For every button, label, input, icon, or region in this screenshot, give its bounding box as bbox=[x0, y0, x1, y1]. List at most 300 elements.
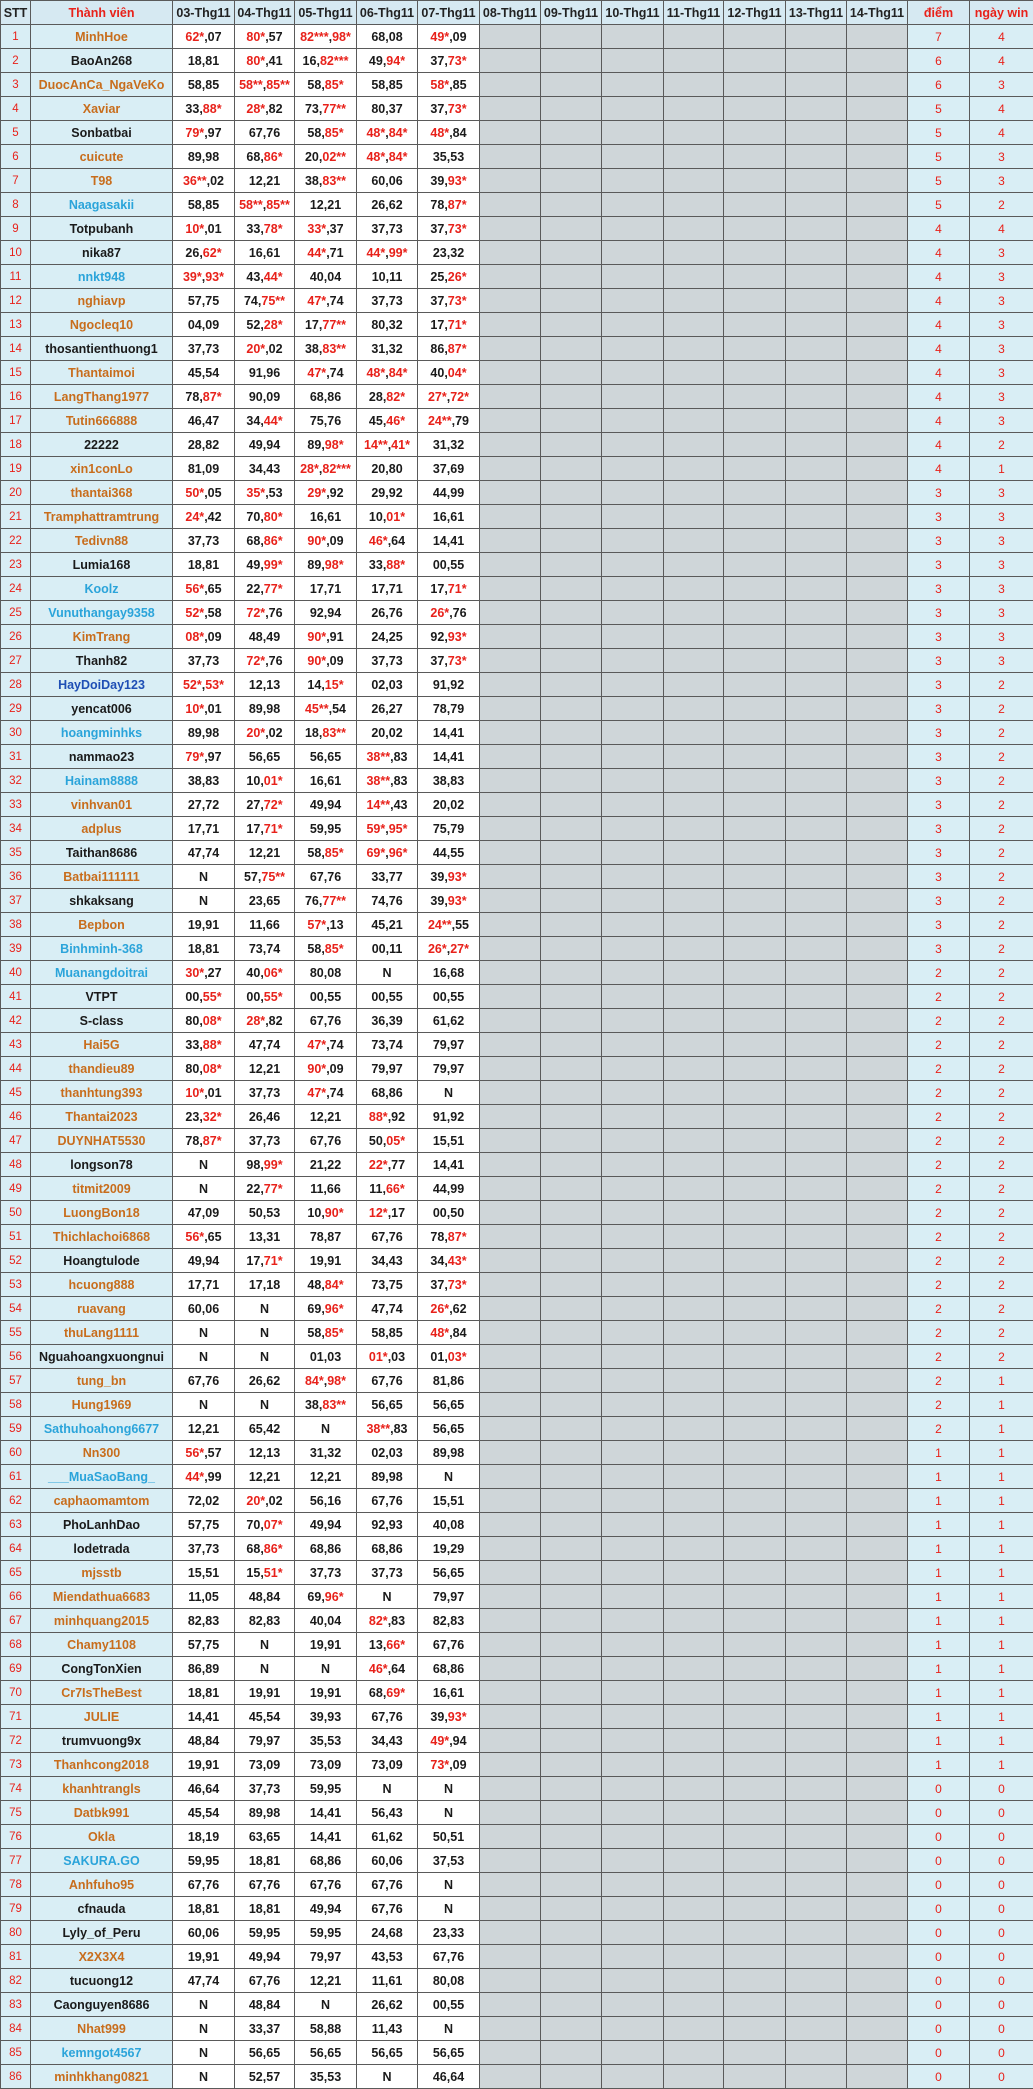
empty-cell bbox=[664, 1153, 724, 1177]
win-days-cell: 0 bbox=[970, 1969, 1033, 1993]
table-row bbox=[1, 1057, 1033, 1081]
day-value: 58**,85** bbox=[235, 193, 295, 217]
empty-cell bbox=[541, 289, 602, 313]
win-days-header: ngày win bbox=[970, 1, 1033, 25]
day-value: 28*,82*** bbox=[295, 457, 357, 481]
empty-cell bbox=[480, 97, 541, 121]
row-number: 19 bbox=[1, 457, 31, 481]
win-days-cell: 1 bbox=[970, 1681, 1033, 1705]
table-row bbox=[1, 2065, 1033, 2089]
win-days-cell: 2 bbox=[970, 745, 1033, 769]
empty-cell bbox=[480, 1297, 541, 1321]
empty-cell bbox=[664, 409, 724, 433]
empty-cell bbox=[724, 1297, 786, 1321]
day-value: 00,11 bbox=[357, 937, 418, 961]
points-cell: 4 bbox=[908, 361, 970, 385]
day-value: 10*,01 bbox=[173, 697, 235, 721]
day-value: 14,15* bbox=[295, 673, 357, 697]
empty-cell bbox=[602, 241, 664, 265]
win-days-cell: 0 bbox=[970, 1897, 1033, 1921]
empty-cell bbox=[786, 2065, 847, 2089]
member-name: Tedivn88 bbox=[31, 529, 173, 553]
empty-cell bbox=[602, 1777, 664, 1801]
empty-cell bbox=[847, 1825, 908, 1849]
empty-cell bbox=[724, 2017, 786, 2041]
row-number: 37 bbox=[1, 889, 31, 913]
member-name: Caonguyen8686 bbox=[31, 1993, 173, 2017]
points-cell: 4 bbox=[908, 385, 970, 409]
day-value: 58,85 bbox=[357, 1321, 418, 1345]
empty-cell bbox=[786, 697, 847, 721]
day-value: 37,73 bbox=[357, 217, 418, 241]
day-value: 39*,93* bbox=[173, 265, 235, 289]
empty-cell bbox=[664, 1993, 724, 2017]
empty-cell bbox=[664, 193, 724, 217]
points-cell: 2 bbox=[908, 1105, 970, 1129]
empty-cell bbox=[724, 1921, 786, 1945]
empty-cell bbox=[602, 1561, 664, 1585]
empty-cell bbox=[724, 889, 786, 913]
day-value: 27,72* bbox=[235, 793, 295, 817]
empty-cell bbox=[602, 25, 664, 49]
day-value: N bbox=[357, 961, 418, 985]
empty-cell bbox=[480, 1969, 541, 1993]
day-value: 00,55 bbox=[418, 985, 480, 1009]
empty-cell bbox=[724, 49, 786, 73]
empty-cell bbox=[724, 1129, 786, 1153]
day-value: 14,41 bbox=[418, 1153, 480, 1177]
table-row bbox=[1, 25, 1033, 49]
empty-cell bbox=[847, 937, 908, 961]
member-name: Tutin666888 bbox=[31, 409, 173, 433]
empty-cell bbox=[847, 529, 908, 553]
day-value: 81,86 bbox=[418, 1369, 480, 1393]
empty-cell bbox=[724, 961, 786, 985]
day-value: 92,93 bbox=[357, 1513, 418, 1537]
day-value: N bbox=[173, 1321, 235, 1345]
empty-cell bbox=[541, 1321, 602, 1345]
day-value: 27,72 bbox=[173, 793, 235, 817]
empty-cell bbox=[664, 1441, 724, 1465]
day-value: 76,77** bbox=[295, 889, 357, 913]
day-value: 24*,42 bbox=[173, 505, 235, 529]
empty-cell bbox=[724, 721, 786, 745]
member-name: Nn300 bbox=[31, 1441, 173, 1465]
member-name: nnkt948 bbox=[31, 265, 173, 289]
empty-cell bbox=[480, 1537, 541, 1561]
empty-cell bbox=[724, 241, 786, 265]
win-days-cell: 2 bbox=[970, 1321, 1033, 1345]
day-value: 19,91 bbox=[295, 1249, 357, 1273]
day-value: 40,04* bbox=[418, 361, 480, 385]
empty-cell bbox=[847, 1609, 908, 1633]
win-days-cell: 1 bbox=[970, 1369, 1033, 1393]
day-value: 17,71* bbox=[235, 817, 295, 841]
day-value: 63,65 bbox=[235, 1825, 295, 1849]
day-value: 14**,43 bbox=[357, 793, 418, 817]
member-name: titmit2009 bbox=[31, 1177, 173, 1201]
points-cell: 3 bbox=[908, 481, 970, 505]
day-value: 44,55 bbox=[418, 841, 480, 865]
day-value: 80,08* bbox=[173, 1057, 235, 1081]
day-value: 14**,41* bbox=[357, 433, 418, 457]
empty-cell bbox=[847, 1345, 908, 1369]
empty-cell bbox=[541, 121, 602, 145]
day-value: 82*,83 bbox=[357, 1609, 418, 1633]
day-value: 56,43 bbox=[357, 1801, 418, 1825]
empty-cell bbox=[541, 1585, 602, 1609]
empty-cell bbox=[541, 1849, 602, 1873]
win-days-cell: 4 bbox=[970, 217, 1033, 241]
empty-cell bbox=[480, 265, 541, 289]
empty-cell bbox=[847, 1657, 908, 1681]
day-value: 38**,83 bbox=[357, 1417, 418, 1441]
row-number: 69 bbox=[1, 1657, 31, 1681]
day-value: N bbox=[235, 1633, 295, 1657]
empty-cell bbox=[847, 1009, 908, 1033]
empty-cell bbox=[602, 193, 664, 217]
day-value: 12,21 bbox=[173, 1417, 235, 1441]
empty-cell bbox=[541, 1825, 602, 1849]
day-value: 58,85* bbox=[295, 121, 357, 145]
day-value: 58,85* bbox=[295, 1321, 357, 1345]
empty-cell bbox=[786, 193, 847, 217]
empty-cell bbox=[724, 1105, 786, 1129]
day-value: 01,03 bbox=[295, 1345, 357, 1369]
day-value: 26,62* bbox=[173, 241, 235, 265]
win-days-cell: 1 bbox=[970, 1585, 1033, 1609]
row-number: 24 bbox=[1, 577, 31, 601]
empty-cell bbox=[480, 1225, 541, 1249]
empty-cell bbox=[480, 1849, 541, 1873]
member-name: Taithan8686 bbox=[31, 841, 173, 865]
empty-cell bbox=[847, 1537, 908, 1561]
table-row bbox=[1, 1489, 1033, 1513]
empty-cell bbox=[664, 1489, 724, 1513]
empty-cell bbox=[786, 1849, 847, 1873]
row-number: 2 bbox=[1, 49, 31, 73]
empty-cell bbox=[480, 1681, 541, 1705]
member-name: Miendathua6683 bbox=[31, 1585, 173, 1609]
empty-cell bbox=[847, 985, 908, 1009]
empty-cell bbox=[664, 793, 724, 817]
member-name: cuicute bbox=[31, 145, 173, 169]
day-header: 10-Thg11 bbox=[602, 1, 664, 25]
day-value: 17,71 bbox=[173, 1273, 235, 1297]
empty-cell bbox=[786, 577, 847, 601]
empty-cell bbox=[724, 289, 786, 313]
empty-cell bbox=[664, 1705, 724, 1729]
empty-cell bbox=[786, 73, 847, 97]
day-value: 45**,54 bbox=[295, 697, 357, 721]
day-value: 26*,27* bbox=[418, 937, 480, 961]
day-value: 56,65 bbox=[418, 1417, 480, 1441]
empty-cell bbox=[541, 49, 602, 73]
table-row bbox=[1, 1105, 1033, 1129]
day-value: 17,71 bbox=[173, 817, 235, 841]
member-name: trumvuong9x bbox=[31, 1729, 173, 1753]
empty-cell bbox=[786, 145, 847, 169]
empty-cell bbox=[602, 313, 664, 337]
table-row bbox=[1, 1969, 1033, 1993]
row-number: 1 bbox=[1, 25, 31, 49]
win-days-cell: 2 bbox=[970, 865, 1033, 889]
empty-cell bbox=[602, 1921, 664, 1945]
empty-cell bbox=[541, 697, 602, 721]
points-cell: 2 bbox=[908, 1321, 970, 1345]
empty-cell bbox=[847, 553, 908, 577]
empty-cell bbox=[786, 529, 847, 553]
empty-cell bbox=[786, 1033, 847, 1057]
day-value: 00,55* bbox=[173, 985, 235, 1009]
day-value: 10,01* bbox=[357, 505, 418, 529]
empty-cell bbox=[602, 889, 664, 913]
day-value: 18,81 bbox=[235, 1897, 295, 1921]
empty-cell bbox=[847, 1201, 908, 1225]
empty-cell bbox=[847, 961, 908, 985]
day-value: 56,16 bbox=[295, 1489, 357, 1513]
member-name: PhoLanhDao bbox=[31, 1513, 173, 1537]
empty-cell bbox=[602, 1369, 664, 1393]
empty-cell bbox=[724, 769, 786, 793]
day-value: 57,75 bbox=[173, 1513, 235, 1537]
empty-cell bbox=[664, 1033, 724, 1057]
empty-cell bbox=[724, 265, 786, 289]
day-value: 60,06 bbox=[173, 1921, 235, 1945]
day-value: 79,97 bbox=[418, 1585, 480, 1609]
points-cell: 0 bbox=[908, 1897, 970, 1921]
empty-cell bbox=[786, 1633, 847, 1657]
member-name: minhquang2015 bbox=[31, 1609, 173, 1633]
day-value: 80,08* bbox=[173, 1009, 235, 1033]
member-name: nika87 bbox=[31, 241, 173, 265]
table-row bbox=[1, 1129, 1033, 1153]
member-name: Hung1969 bbox=[31, 1393, 173, 1417]
win-days-cell: 2 bbox=[970, 673, 1033, 697]
day-value: 56,65 bbox=[418, 2041, 480, 2065]
empty-cell bbox=[847, 1681, 908, 1705]
row-number: 10 bbox=[1, 241, 31, 265]
empty-cell bbox=[786, 1681, 847, 1705]
empty-cell bbox=[541, 1561, 602, 1585]
points-cell: 6 bbox=[908, 73, 970, 97]
empty-cell bbox=[480, 1657, 541, 1681]
member-name: CongTonXien bbox=[31, 1657, 173, 1681]
empty-cell bbox=[847, 1585, 908, 1609]
day-value: N bbox=[173, 1153, 235, 1177]
day-value: 68,86 bbox=[295, 1537, 357, 1561]
empty-cell bbox=[541, 985, 602, 1009]
win-days-cell: 3 bbox=[970, 73, 1033, 97]
empty-cell bbox=[724, 1825, 786, 1849]
row-number: 72 bbox=[1, 1729, 31, 1753]
win-days-cell: 2 bbox=[970, 937, 1033, 961]
points-cell: 4 bbox=[908, 409, 970, 433]
member-name: LuongBon18 bbox=[31, 1201, 173, 1225]
win-days-cell: 3 bbox=[970, 601, 1033, 625]
empty-cell bbox=[480, 1585, 541, 1609]
empty-cell bbox=[786, 961, 847, 985]
empty-cell bbox=[847, 481, 908, 505]
points-cell: 2 bbox=[908, 1297, 970, 1321]
win-days-cell: 3 bbox=[970, 553, 1033, 577]
table-row bbox=[1, 1801, 1033, 1825]
day-value: 67,76 bbox=[357, 1897, 418, 1921]
empty-cell bbox=[541, 1945, 602, 1969]
stt-header: STT bbox=[1, 1, 31, 25]
win-days-cell: 2 bbox=[970, 1249, 1033, 1273]
empty-cell bbox=[724, 1249, 786, 1273]
empty-cell bbox=[480, 673, 541, 697]
points-cell: 7 bbox=[908, 25, 970, 49]
empty-cell bbox=[786, 1345, 847, 1369]
day-value: 49*,09 bbox=[418, 25, 480, 49]
member-name: Koolz bbox=[31, 577, 173, 601]
empty-cell bbox=[664, 961, 724, 985]
empty-cell bbox=[664, 433, 724, 457]
empty-cell bbox=[602, 1729, 664, 1753]
row-number: 71 bbox=[1, 1705, 31, 1729]
day-value: 20,02 bbox=[418, 793, 480, 817]
empty-cell bbox=[541, 481, 602, 505]
empty-cell bbox=[541, 1993, 602, 2017]
member-name: lodetrada bbox=[31, 1537, 173, 1561]
day-value: 75,79 bbox=[418, 817, 480, 841]
points-cell: 3 bbox=[908, 817, 970, 841]
day-value: 12,21 bbox=[295, 1105, 357, 1129]
row-number: 4 bbox=[1, 97, 31, 121]
empty-cell bbox=[664, 505, 724, 529]
row-number: 16 bbox=[1, 385, 31, 409]
empty-cell bbox=[541, 913, 602, 937]
points-cell: 1 bbox=[908, 1561, 970, 1585]
day-value: 37,73 bbox=[173, 529, 235, 553]
win-days-cell: 1 bbox=[970, 1393, 1033, 1417]
day-value: 45,54 bbox=[173, 1801, 235, 1825]
empty-cell bbox=[602, 817, 664, 841]
win-days-cell: 2 bbox=[970, 769, 1033, 793]
empty-cell bbox=[847, 2017, 908, 2041]
day-value: 20,02 bbox=[357, 721, 418, 745]
points-cell: 3 bbox=[908, 529, 970, 553]
member-name: DuocAnCa_NgaVeKo bbox=[31, 73, 173, 97]
row-number: 45 bbox=[1, 1081, 31, 1105]
table-row bbox=[1, 193, 1033, 217]
points-cell: 1 bbox=[908, 1705, 970, 1729]
member-name: 22222 bbox=[31, 433, 173, 457]
member-name: KimTrang bbox=[31, 625, 173, 649]
empty-cell bbox=[602, 1873, 664, 1897]
member-name: Okla bbox=[31, 1825, 173, 1849]
day-value: 18,81 bbox=[173, 49, 235, 73]
points-cell: 0 bbox=[908, 1945, 970, 1969]
win-days-cell: 1 bbox=[970, 1537, 1033, 1561]
empty-cell bbox=[480, 625, 541, 649]
day-value: 72*,76 bbox=[235, 649, 295, 673]
day-value: 89,98 bbox=[235, 1801, 295, 1825]
empty-cell bbox=[847, 25, 908, 49]
empty-cell bbox=[541, 1393, 602, 1417]
day-value: 22*,77 bbox=[357, 1153, 418, 1177]
row-number: 54 bbox=[1, 1297, 31, 1321]
empty-cell bbox=[847, 1177, 908, 1201]
points-cell: 2 bbox=[908, 1033, 970, 1057]
empty-cell bbox=[480, 409, 541, 433]
points-cell: 0 bbox=[908, 1825, 970, 1849]
row-number: 3 bbox=[1, 73, 31, 97]
day-value: 72*,76 bbox=[235, 601, 295, 625]
empty-cell bbox=[786, 1321, 847, 1345]
row-number: 33 bbox=[1, 793, 31, 817]
empty-cell bbox=[847, 793, 908, 817]
empty-cell bbox=[786, 1369, 847, 1393]
member-name: Hai5G bbox=[31, 1033, 173, 1057]
empty-cell bbox=[602, 1969, 664, 1993]
points-cell: 3 bbox=[908, 697, 970, 721]
row-number: 79 bbox=[1, 1897, 31, 1921]
empty-cell bbox=[602, 1993, 664, 2017]
empty-cell bbox=[541, 2065, 602, 2089]
day-value: 73,74 bbox=[235, 937, 295, 961]
table-row bbox=[1, 505, 1033, 529]
day-value: 52,57 bbox=[235, 2065, 295, 2089]
table-row bbox=[1, 793, 1033, 817]
empty-cell bbox=[602, 505, 664, 529]
row-number: 6 bbox=[1, 145, 31, 169]
empty-cell bbox=[664, 1369, 724, 1393]
empty-cell bbox=[724, 1993, 786, 2017]
empty-cell bbox=[664, 1681, 724, 1705]
day-value: 57*,13 bbox=[295, 913, 357, 937]
day-value: 56,65 bbox=[295, 2041, 357, 2065]
empty-cell bbox=[664, 1129, 724, 1153]
day-value: 02,03 bbox=[357, 673, 418, 697]
empty-cell bbox=[480, 2065, 541, 2089]
empty-cell bbox=[664, 289, 724, 313]
day-value: 45,54 bbox=[235, 1705, 295, 1729]
day-value: 33,88* bbox=[173, 1033, 235, 1057]
empty-cell bbox=[602, 73, 664, 97]
empty-cell bbox=[847, 1081, 908, 1105]
win-days-cell: 4 bbox=[970, 49, 1033, 73]
day-value: 73,77** bbox=[295, 97, 357, 121]
day-value: 56*,65 bbox=[173, 1225, 235, 1249]
empty-cell bbox=[602, 385, 664, 409]
empty-cell bbox=[602, 1849, 664, 1873]
table-row bbox=[1, 673, 1033, 697]
day-value: 60,06 bbox=[357, 169, 418, 193]
empty-cell bbox=[602, 217, 664, 241]
empty-cell bbox=[480, 865, 541, 889]
empty-cell bbox=[847, 337, 908, 361]
member-name: Batbai111111 bbox=[31, 865, 173, 889]
member-name: X2X3X4 bbox=[31, 1945, 173, 1969]
day-value: 58,85* bbox=[295, 841, 357, 865]
day-value: 26,62 bbox=[235, 1369, 295, 1393]
empty-cell bbox=[602, 625, 664, 649]
table-row bbox=[1, 73, 1033, 97]
member-name: JULIE bbox=[31, 1705, 173, 1729]
empty-cell bbox=[724, 385, 786, 409]
points-cell: 2 bbox=[908, 1153, 970, 1177]
member-name: nammao23 bbox=[31, 745, 173, 769]
day-value: 58,85 bbox=[173, 193, 235, 217]
day-value: 68,86 bbox=[357, 1081, 418, 1105]
win-days-cell: 4 bbox=[970, 121, 1033, 145]
member-name: Anhfuho95 bbox=[31, 1873, 173, 1897]
day-value: 52*,53* bbox=[173, 673, 235, 697]
empty-cell bbox=[786, 289, 847, 313]
